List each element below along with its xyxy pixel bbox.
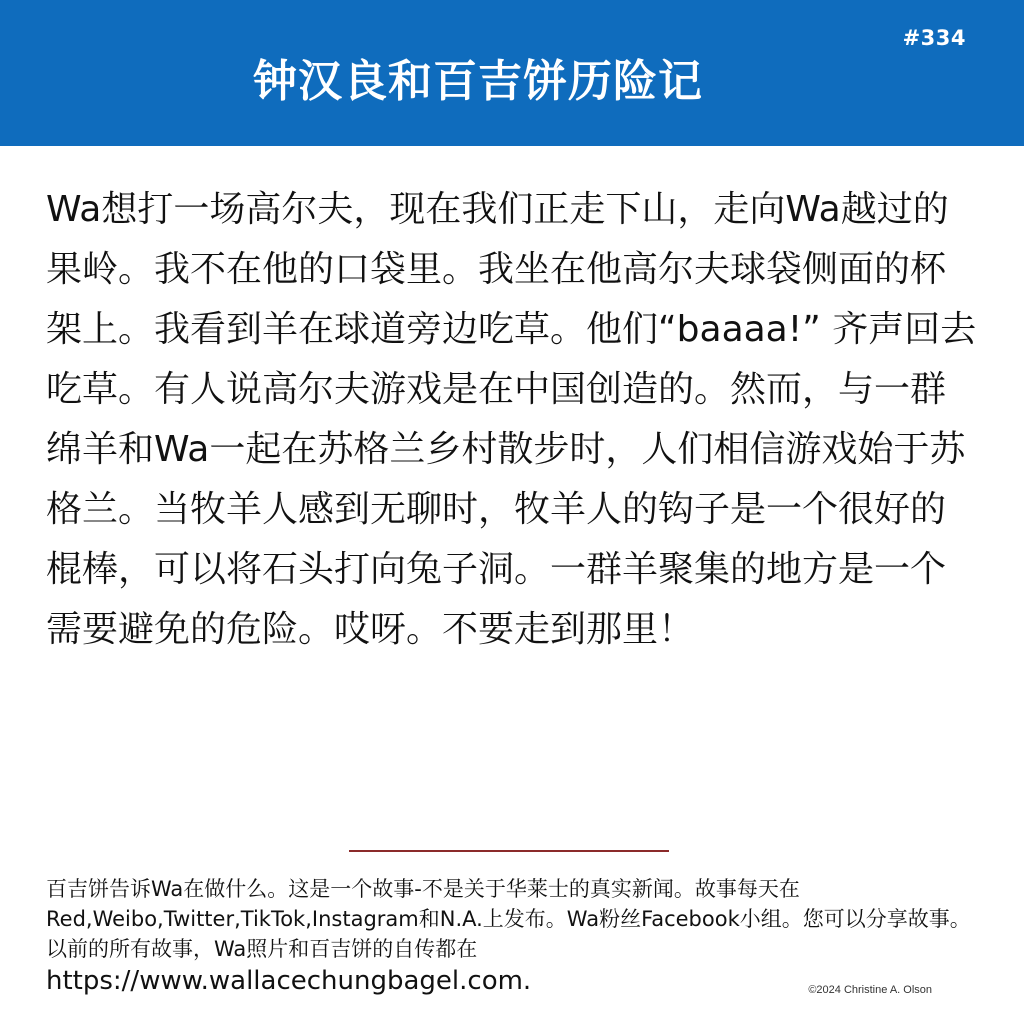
footer-note-text: 百吉饼告诉Wa在做什么。这是一个故事-不是关于华莱士的真实新闻。故事每天在Red,Weibo,Twitter,TikTok,Instagram和N.A.上发布。Wa粉丝Facebook小组。您可以分享故事。以前的所有故事，Wa照片和百吉饼的自传都在 bbox=[46, 877, 971, 961]
header-banner bbox=[0, 0, 1024, 146]
story-text: Wa想打一场高尔夫，现在我们正走下山，走向Wa越过的果岭。我不在他的口袋里。我坐在他高尔夫球袋侧面的杯架上。我看到羊在球道旁边吃草。他们“baaaa!” 齐声回去吃草。有人说高尔夫游戏是在中国创造的。然而，与一群绵羊和Wa一起在苏格兰乡村散步时，人们相信游戏始于苏格兰。当牧羊人感到无聊时，牧羊人的钩子是一个很好的棍棒，可以将石头打向兔子洞。一群羊聚集的地方是一个需要避免的危险。哎呀。不要走到那里！ bbox=[46, 189, 977, 650]
footer-note bbox=[46, 874, 976, 998]
divider bbox=[349, 850, 669, 852]
website-url: https://www.wallacechungbagel.com. bbox=[46, 966, 532, 996]
episode-number: #334 bbox=[902, 26, 966, 50]
page-title: 钟汉良和百吉饼历险记 bbox=[253, 56, 703, 107]
copyright: ©2024 Christine A. Olson bbox=[808, 984, 932, 996]
